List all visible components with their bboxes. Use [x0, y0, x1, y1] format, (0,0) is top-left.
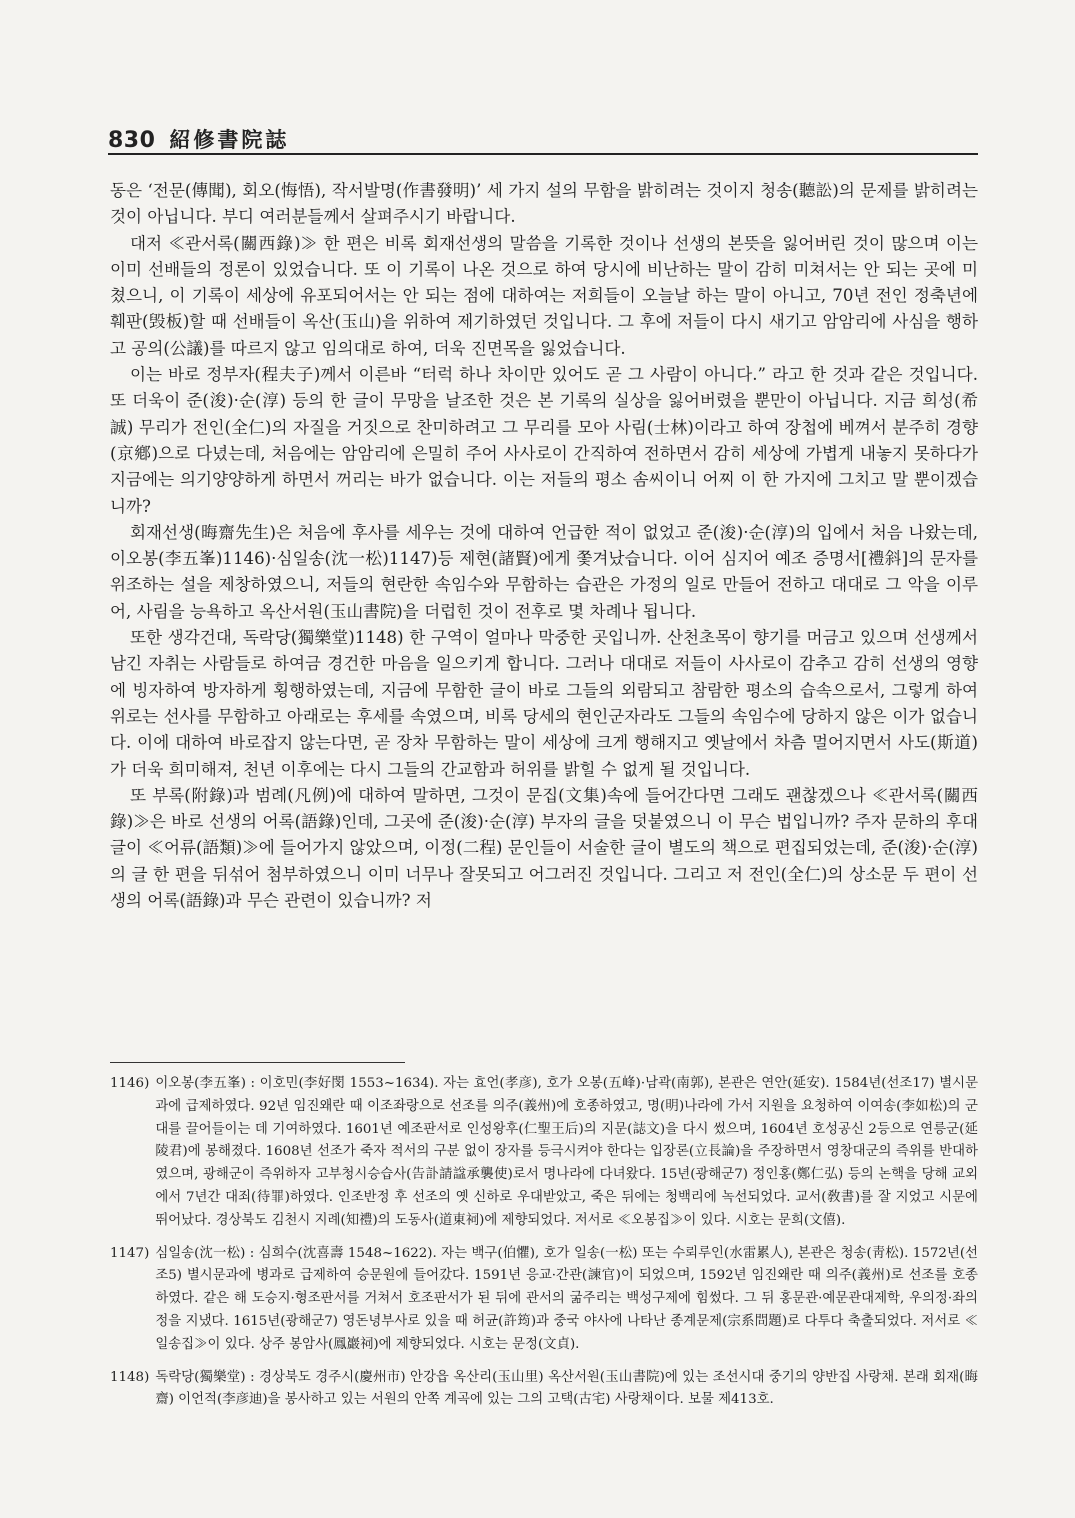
main-text [110, 178, 978, 914]
footnote-rule [110, 1062, 405, 1063]
footnotes [110, 1073, 978, 1422]
paragraph: 또 부록(附錄)과 범례(凡例)에 대하여 말하면, 그것이 문집(文集)속에 들어간다면 그래도 괜찮겠으나 ≪관서록(關西錄)≫은 바로 선생의 어록(語錄)인데, 그곳에 준(浚)·순(淳) 부자의 글을 덧붙였으니 이 무슨 법입니까? 주자 문하의 후대 글이 ≪어류(語類)≫에 들어가지 않았으며, 이정(二程) 문인들이 서술한 글이 별도의 책으로 편집되었는데, 준(浚)·순(淳)의 글 한 편을 뒤섞어 첨부하였으니 이미 너무나 잘못되고 어그러진 것입니다. 그리고 저 전인(全仁)의 상소문 두 편이 선생의 어록(語錄)과 무슨 관련이 있습니까? 저 [110, 785, 978, 911]
paragraph: 이는 바로 정부자(程夫子)께서 이른바 “터럭 하나 차이만 있어도 곧 그 사람이 아니다.” 라고 한 것과 같은 것입니다. 또 더욱이 준(浚)·순(淳) 등의 한 글이 무망을 날조한 것은 본 기록의 실상을 잃어버렸을 뿐만이 아닙니다. 지금 희성(希誠) 무리가 전인(全仁)의 자질을 거짓으로 찬미하려고 그 무리를 모아 사림(士林)이라고 하여 장첩에 베껴서 분주히 경향(京鄕)으로 다녔는데, 처음에는 암암리에 은밀히 주어 사사로이 간직하여 전하면서 감히 세상에 가볍게 내놓지 못하다가 지금에는 의기양양하게 하면서 꺼리는 바가 없습니다. 이는 저들의 평소 솜씨이니 어찌 이 한 가지에 그치고 말 뿐이겠습니까? [110, 365, 978, 516]
paragraph: 회재선생(晦齋先生)은 처음에 후사를 세우는 것에 대하여 언급한 적이 없었고 준(浚)·순(淳)의 입에서 처음 나왔는데, 이오봉(李五峯)1146)·심일송(沈一松)1147)등 제현(諸賢)에게 쫓겨났습니다. 이어 심지어 예조 증명서[禮斜]의 문자를 위조하는 설을 제창하였으니, 저들의 현란한 속임수와 무함하는 습관은 가정의 일로 만들어 전하고 대대로 그 악을 이루어, 사림을 능욕하고 옥산서원(玉山書院)을 더럽힌 것이 전후로 몇 차례나 됩니다. [110, 522, 978, 621]
page-header [108, 124, 978, 154]
running-title: 紹修書院誌 [169, 127, 290, 152]
header-rule [108, 153, 978, 155]
paragraph: 동은 ‘전문(傳聞), 회오(悔悟), 작서발명(作書發明)’ 세 가지 설의 무함을 밝히려는 것이지 청송(聽訟)의 문제를 밝히려는 것이 아닙니다. 부디 여러분들께서 살펴주시기 바랍니다. [110, 181, 978, 227]
footnote-text: 이오봉(李五峯) : 이호민(李好閔 1553~1634). 자는 효언(孝彦), 호가 오봉(五峰)·남곽(南郭), 본관은 연안(延安). 1584년(선조17) 별시문과에 급제하였다. 92년 임진왜란 때 이조좌랑으로 선조를 의주(義州)에 호종하였고, 명(明)나라에 가서 지원을 요청하여 이여송(李如松)의 군대를 끌어들이는 데 기여하였다. 1601년 예조판서로 인성왕후(仁聖王后)의 지문(誌文)을 다시 썼으며, 1604년 호성공신 2등으로 연릉군(延陵君)에 봉해졌다. 1608년 선조가 죽자 적서의 구분 없이 장자를 등극시켜야 한다는 입장론(立長論)을 주장하면서 영창대군의 즉위를 반대하였으며, 광해군이 즉위하자 고부청시승습사(告訃請諡承襲使)로서 명나라에 다녀왔다. 15년(광해군7) 정인홍(鄭仁弘) 등의 논핵을 당해 교외에서 7년간 대죄(待罪)하였다. 인조반정 후 선조의 옛 신하로 우대받았고, 죽은 뒤에는 청백리에 녹선되었다. 교서(敎書)를 잘 지었고 시문에 뛰어났다. 경상북도 김천시 지례(知禮)의 도동사(道東祠)에 제향되었다. 저서로 ≪오봉집≫이 있다. 시호는 문희(文僖). [155, 1076, 978, 1228]
footnote-number: 1148) [110, 1369, 150, 1385]
paragraph: 또한 생각건대, 독락당(獨樂堂)1148) 한 구역이 얼마나 막중한 곳입니까. 산천초목이 향기를 머금고 있으며 선생께서 남긴 자취는 사람들로 하여금 경건한 마음을 일으키게 합니다. 그러나 대대로 저들이 사사로이 감추고 감히 선생의 영향에 빙자하여 방자하게 횡행하였는데, 지금에 무함한 글이 바로 그들의 외람되고 참람한 평소의 습속으로서, 그렇게 하여 위로는 선사를 무함하고 아래로는 후세를 속였으며, 비록 당세의 현인군자라도 그들의 속임수에 당하지 않은 이가 없습니다. 이에 대하여 바로잡지 않는다면, 곧 장차 무함하는 말이 세상에 크게 행해지고 옛날에서 차츰 멀어지면서 사도(斯道)가 더욱 희미해져, 천년 이후에는 다시 그들의 간교함과 허위를 밝힐 수 없게 될 것입니다. [110, 628, 978, 779]
footnote-number: 1147) [110, 1245, 150, 1261]
footnote-text: 독락당(獨樂堂) : 경상북도 경주시(慶州市) 안강읍 옥산리(玉山里) 옥산서원(玉山書院)에 있는 조선시대 중기의 양반집 사랑채. 본래 회재(晦齋) 이언적(李彦迪)을 봉사하고 있는 서원의 안쪽 계곡에 있는 그의 고택(古宅) 사랑채이다. 보물 제413호. [155, 1369, 978, 1408]
footnote-number: 1146) [110, 1076, 150, 1091]
footnote-1147 [110, 1243, 978, 1357]
page-number: 830 [108, 128, 156, 153]
footnote-text: 심일송(沈一松) : 심희수(沈喜壽 1548~1622). 자는 백구(伯懼), 호가 일송(一松) 또는 수뢰루인(水雷累人), 본관은 청송(靑松). 1572년(선조5) 별시문과에 병과로 급제하여 승문원에 들어갔다. 1591년 응교·간관(諫官)이 되었으며, 1592년 임진왜란 때 의주(義州)로 선조를 호종하였다. 같은 해 도승지·형조판서를 거쳐서 호조판서가 된 뒤에 관서의 굶주리는 백성구제에 힘썼다. 그 뒤 홍문관·예문관대제학, 우의정·좌의정을 지냈다. 1615년(광해군7) 영돈녕부사로 있을 때 허균(許筠)과 중국 야사에 나타난 종계문제(宗系問題)로 다투다 축출되었다. 저서로 ≪일송집≫이 있다. 상주 봉암사(鳳巖祠)에 제향되었다. 시호는 문정(文貞). [155, 1245, 978, 1352]
footnote-1148 [110, 1367, 978, 1413]
paragraph: 대저 ≪관서록(關西錄)≫ 한 편은 비록 회재선생의 말씀을 기록한 것이나 선생의 본뜻을 잃어버린 것이 많으며 이는 이미 선배들의 정론이 있었습니다. 또 이 기록이 나온 것으로 하여 당시에 비난하는 말이 감히 미쳐서는 안 되는 곳에 미쳤으니, 이 기록이 세상에 유포되어서는 안 되는 점에 대하여는 저희들이 오늘날 하는 말이 아니고, 70년 전인 정축년에 훼판(毁板)할 때 선배들이 옥산(玉山)을 위하여 제기하였던 것입니다. 그 후에 저들이 다시 새기고 암암리에 사심을 행하고 공의(公議)를 따르지 않고 임의대로 하여, 더욱 진면목을 잃었습니다. [110, 233, 978, 358]
footnote-1146 [110, 1073, 978, 1233]
